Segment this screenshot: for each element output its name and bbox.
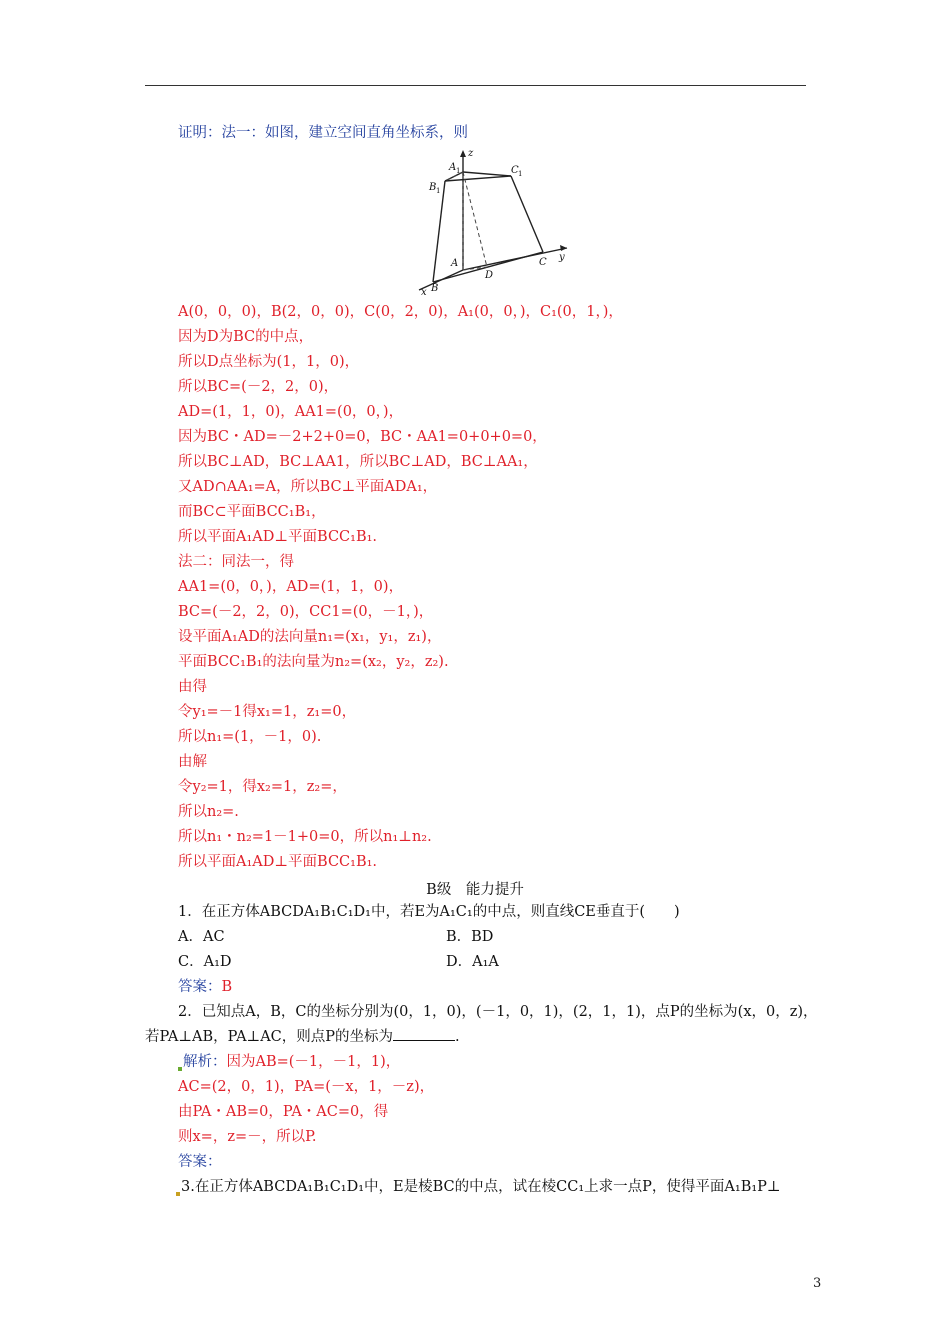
red-line-19: 由解 (178, 754, 207, 770)
red-line-23: 所以平面A₁AD⊥平面BCC₁B₁. (178, 854, 378, 870)
answer-blank (393, 1028, 455, 1041)
q1-option-c: C．A₁D (178, 954, 232, 970)
q1-stem: 1．在正方体ABCDA₁B₁C₁D₁中，若E为A₁C₁的中点，则直线CE垂直于( ) (178, 904, 680, 920)
q1-option-a: A．AC (178, 929, 225, 945)
label-y: y (559, 252, 565, 263)
svg-text:1: 1 (518, 170, 523, 178)
red-line-16: 由得 (178, 679, 207, 695)
red-line-13: BC=(－2，2，0)，CC1=(0，－1，)， (178, 604, 434, 620)
q2-analysis-line2: AC=(2，0，1)，PA=(－x，1，－z)， (178, 1079, 435, 1095)
red-line-20: 令y₂=1，得x₂=1，z₂=， (178, 779, 347, 795)
red-line-10: 所以平面A₁AD⊥平面BCC₁B₁. (178, 529, 378, 545)
red-line-4: 所以BC=(－2，2，0)， (178, 379, 339, 395)
q1-option-b: B．BD (446, 929, 494, 945)
q2-stem-line1: 2．已知点A，B，C的坐标分别为(0，1，0)，(－1，0，1)，(2，1，1)，点P的坐标为(x，0，z)， (178, 1004, 818, 1020)
red-line-21: 所以n₂=. (178, 804, 239, 820)
q2-analysis-line4: 则x=，z=－，所以P. (178, 1129, 317, 1145)
label-z: z (468, 148, 474, 159)
z-arrow-icon (460, 150, 466, 157)
svg-text:1: 1 (436, 187, 441, 195)
red-line-6: 因为BC・AD=－2+2+0=0，BC・AA1=0+0+0=0， (178, 429, 547, 445)
q2-answer-label: 答案： (178, 1154, 222, 1170)
q1-answer (178, 978, 232, 996)
red-line-5: AD=(1，1，0)，AA1=(0，0，)， (178, 404, 404, 420)
y-arrow-icon (560, 245, 567, 251)
q2-analysis-label: 解析： (183, 1054, 227, 1070)
q1-answer-value: B (221, 979, 233, 995)
label-B1: B (429, 182, 437, 193)
q1-answer-label: 答案： (178, 979, 222, 995)
q2-analysis-line3: 由PA・AB=0，PA・AC=0，得 (178, 1104, 389, 1120)
label-x: x (421, 287, 427, 296)
svg-text:1: 1 (456, 167, 461, 175)
red-line-22: 所以n₁・n₂=1－1+0=0，所以n₁⊥n₂. (178, 829, 432, 845)
marker-icon (178, 1067, 182, 1071)
label-D: D (485, 270, 494, 281)
proof-heading: 证明：法一：如图，建立空间直角坐标系，则 (178, 125, 468, 141)
red-line-3: 所以D点坐标为(1，1，0)， (178, 354, 360, 370)
red-line-1: A(0，0，0)，B(2，0，0)，C(0，2，0)，A₁(0，0，)，C₁(0，1，)， (178, 304, 623, 320)
label-C: C (539, 257, 547, 268)
red-line-8: 又AD∩AA₁=A，所以BC⊥平面ADA₁， (178, 479, 438, 495)
red-line-11: 法二：同法一，得 (178, 554, 294, 570)
red-line-2: 因为D为BC的中点， (178, 329, 314, 345)
page-number: 3 (813, 1276, 822, 1291)
red-line-15: 平面BCC₁B₁的法向量为n₂=(x₂，y₂，z₂). (178, 654, 449, 670)
section-title: B级 能力提升 (426, 882, 524, 898)
q3-stem: 3.在正方体ABCDA₁B₁C₁D₁中，E是棱BC的中点，试在棱CC₁上求一点P，使得平面A₁B₁P⊥ (176, 1178, 781, 1196)
label-A1: A (449, 162, 457, 173)
q2-stem-line2: 若PA⊥AB，PA⊥AC，则点P的坐标为 . (145, 1029, 460, 1045)
q2-analysis-line1: 解析：因为AB=(－1，－1，1)， (178, 1053, 400, 1071)
header-rule (145, 85, 806, 86)
label-A: A (451, 258, 459, 269)
label-B: B (431, 283, 439, 294)
label-C1: C (511, 165, 519, 176)
marker-icon (176, 1192, 180, 1196)
red-line-17: 令y₁=－1得x₁=1，z₁=0， (178, 704, 357, 720)
red-line-7: 所以BC⊥AD，BC⊥AA1，所以BC⊥AD，BC⊥AA₁， (178, 454, 538, 470)
red-line-12: AA1=(0，0，)，AD=(1，1，0)， (178, 579, 404, 595)
red-line-9: 而BC⊂平面BCC₁B₁， (178, 504, 326, 520)
red-line-18: 所以n₁=(1，－1，0). (178, 729, 322, 745)
red-line-14: 设平面A₁AD的法向量n₁=(x₁，y₁，z₁)， (178, 629, 442, 645)
q1-option-d: D．A₁A (446, 954, 499, 970)
prism-figure (415, 148, 575, 296)
